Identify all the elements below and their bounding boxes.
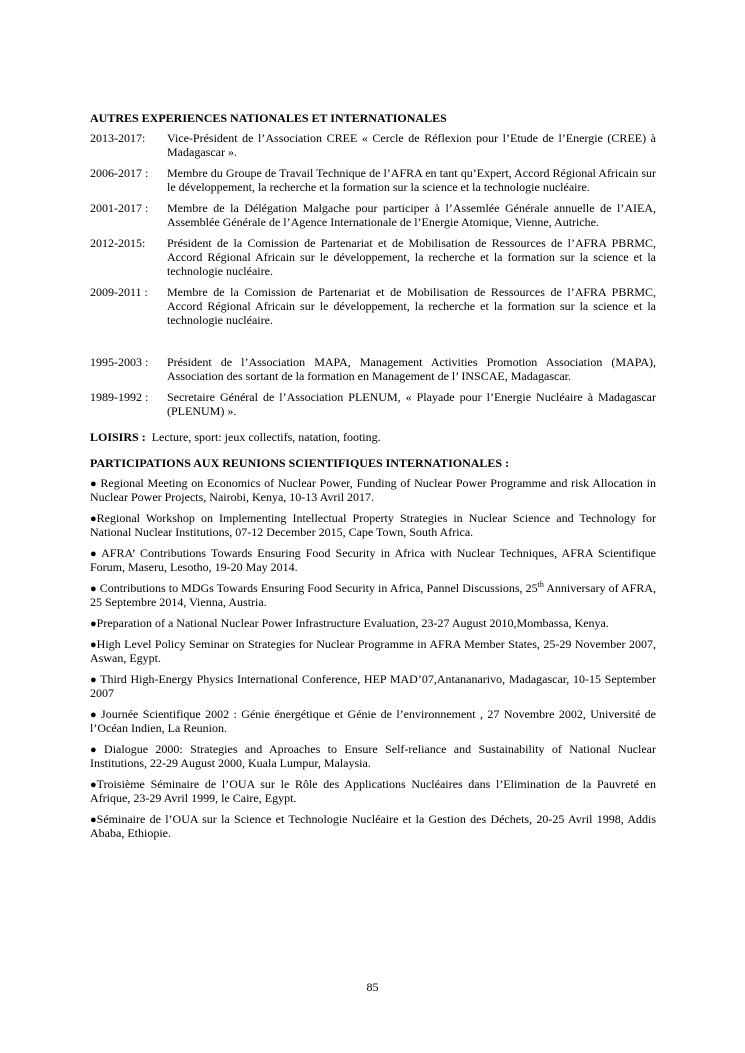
participation-item xyxy=(90,812,656,840)
bullet-icon: ● xyxy=(90,674,97,686)
bullet-icon: ● xyxy=(90,814,97,826)
bullet-icon: ● xyxy=(90,618,97,630)
experience-item xyxy=(90,201,656,229)
bullet-icon: ● xyxy=(90,583,97,595)
participation-text: Dialogue 2000: Strategies and Aproaches to Ensure Self-reliance and Sustainability of National Nuclear Institutions, 22-29 August 2000, Kuala Lumpur, Malaysia. xyxy=(90,742,656,770)
experience-date: 2009-2011 : xyxy=(90,285,148,299)
bullet-icon: ● xyxy=(90,744,97,756)
experience-date: 2001-2017 : xyxy=(90,201,149,215)
bullet-icon: ● xyxy=(90,639,97,651)
spacer xyxy=(90,334,656,355)
bullet-icon: ● xyxy=(90,548,97,560)
experience-date: 2012-2015: xyxy=(90,236,146,250)
experience-item xyxy=(90,390,656,418)
participation-text: Regional Workshop on Implementing Intellectual Property Strategies in Nuclear Science and Technology for National Nuclear Institutions, 07-12 December 2015, Cape Town, South Africa. xyxy=(90,511,656,539)
participation-item xyxy=(90,511,656,539)
participation-item xyxy=(90,637,656,665)
participation-item xyxy=(90,672,656,700)
experience-date: 1989-1992 : xyxy=(90,390,149,404)
document-page xyxy=(90,111,656,847)
participation-text: Contributions to MDGs Towards Ensuring Food Security in Africa, Pannel Discussions, 25 xyxy=(96,581,538,595)
bullet-icon: ● xyxy=(90,779,97,791)
experiences-heading: AUTRES EXPERIENCES NATIONALES ET INTERNATIONALES xyxy=(90,111,447,125)
participation-text: Preparation of a National Nuclear Power Infrastructure Evaluation, 23-27 August 2010,Mombassa, Kenya. xyxy=(96,616,609,630)
experience-description: Président de l’Association MAPA, Management Activities Promotion Association (MAPA), Association des sortant de la formation en Management de l’ INSCAE, Madagascar. xyxy=(167,355,656,383)
experience-description: Membre de la Comission de Partenariat et de Mobilisation de Ressources de l’AFRA PBRMC, Accord Régional Africain sur le développement, la recherche et la formation sur la science et la technologie nucléaire. xyxy=(167,285,656,327)
participation-text: Regional Meeting on Economics of Nuclear Power, Funding of Nuclear Power Programme and risk Allocation in Nuclear Power Projects, Nairobi, Kenya, 10-13 Avril 2017. xyxy=(90,476,656,504)
experience-description: Membre de la Délégation Malgache pour participer à l’Assemlée Générale annuelle de l’AIEA, Assemblée Générale de l’Agence Internationale de l’Energie Atomique, Vienne, Autriche. xyxy=(167,201,656,229)
loisirs-label: LOISIRS : xyxy=(90,430,146,444)
loisirs-line xyxy=(90,430,656,444)
experience-description: Membre du Groupe de Travail Technique de l’AFRA en tant qu’Expert, Accord Régional Africain sur le développement, la recherche et la formation sur la science et la technologie nucléaire. xyxy=(167,166,656,194)
participation-item xyxy=(90,707,656,735)
experience-item xyxy=(90,355,656,383)
experience-item xyxy=(90,166,656,194)
experience-date: 2013-2017: xyxy=(90,131,146,145)
experience-date: 2006-2017 : xyxy=(90,166,149,180)
experience-item xyxy=(90,285,656,327)
experience-item xyxy=(90,131,656,159)
experience-description: Vice-Président de l’Association CREE « Cercle de Réflexion pour l’Etude de l’Energie (CREE) à Madagascar ». xyxy=(167,131,656,159)
participation-item xyxy=(90,546,656,574)
participation-text: High Level Policy Seminar on Strategies for Nuclear Programme in AFRA Member States, 25-29 November 2007, Aswan, Egypt. xyxy=(90,637,656,665)
participation-text: Third High-Energy Physics International Conference, HEP MAD’07,Antananarivo, Madagascar, 10-15 September 2007 xyxy=(90,672,656,700)
experience-date: 1995-2003 : xyxy=(90,355,149,369)
participation-item xyxy=(90,777,656,805)
participation-text-continued: Anniversary of AFRA, 25 Septembre 2014, Vienna, Austria. xyxy=(90,581,656,609)
bullet-icon: ● xyxy=(90,709,97,721)
participation-text: AFRA’ Contributions Towards Ensuring Food Security in Africa with Nuclear Techniques, AFRA Scientifique Forum, Maseru, Lesotho, 19-20 May 2014. xyxy=(90,546,656,574)
participation-item xyxy=(90,616,656,630)
experience-description: Secretaire Général de l’Association PLENUM, « Playade pour l’Energie Nucléaire à Madagascar (PLENUM) ». xyxy=(167,390,656,418)
participation-text: Séminaire de l’OUA sur la Science et Technologie Nucléaire et la Gestion des Déchets, 20-25 Avril 1998, Addis Ababa, Ethiopie. xyxy=(90,812,656,840)
experience-description: Président de la Comission de Partenariat et de Mobilisation de Ressources de l’AFRA PBRMC, Accord Régional Africain sur le développement, la recherche et la formation sur la science et la technologie nucléaire. xyxy=(167,236,656,278)
participation-text: Journée Scientifique 2002 : Génie énergétique et Génie de l’environnement , 27 Novembre 2002, Université de l’Océan Indien, La Reunion. xyxy=(90,707,656,735)
experience-item xyxy=(90,236,656,278)
page-number: 85 xyxy=(366,980,379,994)
bullet-icon: ● xyxy=(90,513,97,525)
loisirs-text: Lecture, sport: jeux collectifs, natation, footing. xyxy=(151,430,381,444)
ordinal-suffix: th xyxy=(537,580,544,589)
bullet-icon: ● xyxy=(90,478,97,490)
participation-item xyxy=(90,581,656,609)
participation-item xyxy=(90,742,656,770)
participations-heading: PARTICIPATIONS AUX REUNIONS SCIENTIFIQUES INTERNATIONALES : xyxy=(90,456,510,470)
participation-text: Troisième Séminaire de l’OUA sur le Rôle des Applications Nucléaires dans l’Elimination de la Pauvreté en Afrique, 23-29 Avril 1999, le Caire, Egypt. xyxy=(90,777,656,805)
participation-item xyxy=(90,476,656,504)
